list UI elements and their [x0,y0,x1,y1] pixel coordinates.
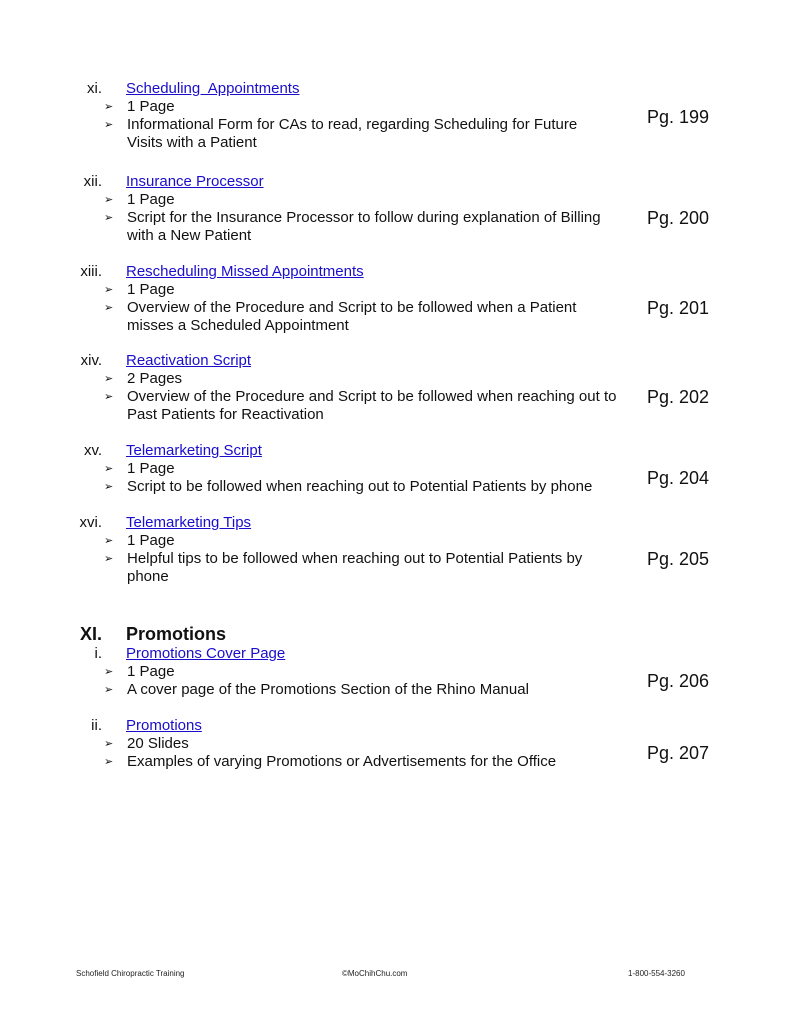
entry-number: xiii. [80,263,102,280]
entry-page-number: Pg. 205 [647,549,710,569]
entry-number: xi. [87,80,102,97]
entry-bullet-text: Script for the Insurance Processor to follow during explanation of Billing with a New Patient [127,209,601,244]
entry-bullet-text: 1 Page [127,460,175,477]
bullet-arrow-icon: ➢ [104,391,114,403]
entry-page-number: Pg. 202 [647,387,710,407]
section-title: Promotions [126,624,227,644]
entry-number: xii. [83,173,102,190]
entry-bullet-text: 20 Slides [127,735,189,752]
bullet-arrow-icon: ➢ [104,553,114,565]
bullet-arrow-icon: ➢ [104,373,114,385]
entry-number: xv. [83,442,102,459]
bullet-arrow-icon: ➢ [104,284,114,296]
entry-bullet-text: 2 Pages [127,370,183,387]
entry-link-telemarketing-tips[interactable]: Telemarketing Tips [126,514,252,531]
entry-bullet-text: Helpful tips to be followed when reaching out to Potential Patients by phone [127,550,583,585]
bullet-arrow-icon: ➢ [104,212,114,224]
entry-bullet-text: 1 Page [127,191,175,208]
entry-bullet-text: 1 Page [127,98,175,115]
entry-link-scheduling-appointments[interactable]: Scheduling Appointments [126,80,300,97]
bullet-arrow-icon: ➢ [104,481,114,493]
entry-bullet-text: Informational Form for CAs to read, regarding Scheduling for Future Visits with a Patient [127,116,578,151]
section-number: XI. [80,624,103,644]
entry-page-number: Pg. 199 [647,107,710,127]
bullet-arrow-icon: ➢ [104,302,114,314]
entry-bullet-text: 1 Page [127,532,175,549]
entry-link-telemarketing-script[interactable]: Telemarketing Script [126,442,262,459]
entry-page-number: Pg. 201 [647,298,710,318]
bullet-arrow-icon: ➢ [104,101,114,113]
entry-link-promotions[interactable]: Promotions [126,717,202,734]
bullet-arrow-icon: ➢ [104,119,114,131]
entry-page-number: Pg. 200 [647,208,710,228]
entry-link-insurance-processor[interactable]: Insurance Processor [126,173,264,190]
entry-page-number: Pg. 206 [647,671,710,691]
bullet-arrow-icon: ➢ [104,738,114,750]
entry-bullet-text: 1 Page [127,663,175,680]
entry-number: xvi. [79,514,102,531]
entry-page-number: Pg. 204 [647,468,710,488]
entry-number: ii. [91,717,102,734]
entry-bullet-text: A cover page of the Promotions Section of the Rhino Manual [127,681,529,698]
bullet-arrow-icon: ➢ [104,684,114,696]
entry-bullet-text: Overview of the Procedure and Script to be followed when reaching out to Past Patients for Reactivation [127,388,617,423]
footer-left-text: Schofield Chiropractic Training [76,969,185,978]
bullet-arrow-icon: ➢ [104,463,114,475]
entry-bullet-text: Script to be followed when reaching out to Potential Patients by phone [127,478,593,495]
bullet-arrow-icon: ➢ [104,756,114,768]
entry-number: xiv. [80,352,102,369]
entry-page-number: Pg. 207 [647,743,710,763]
entry-link-rescheduling-missed-appointments[interactable]: Rescheduling Missed Appointments [126,263,364,280]
bullet-arrow-icon: ➢ [104,535,114,547]
entry-link-promotions-cover-page[interactable]: Promotions Cover Page [126,645,286,662]
entry-link-reactivation-script[interactable]: Reactivation Script [126,352,252,369]
entry-number: i. [94,645,102,662]
footer-right-text: 1-800-554-3260 [628,969,685,978]
entry-bullet-text: Examples of varying Promotions or Advertisements for the Office [127,753,557,770]
bullet-arrow-icon: ➢ [104,194,114,206]
bullet-arrow-icon: ➢ [104,666,114,678]
entry-bullet-text: 1 Page [127,281,175,298]
entry-bullet-text: Overview of the Procedure and Script to be followed when a Patient misses a Scheduled Appointment [127,299,577,334]
footer-center-text: ©MoChihChu.com [342,969,408,978]
